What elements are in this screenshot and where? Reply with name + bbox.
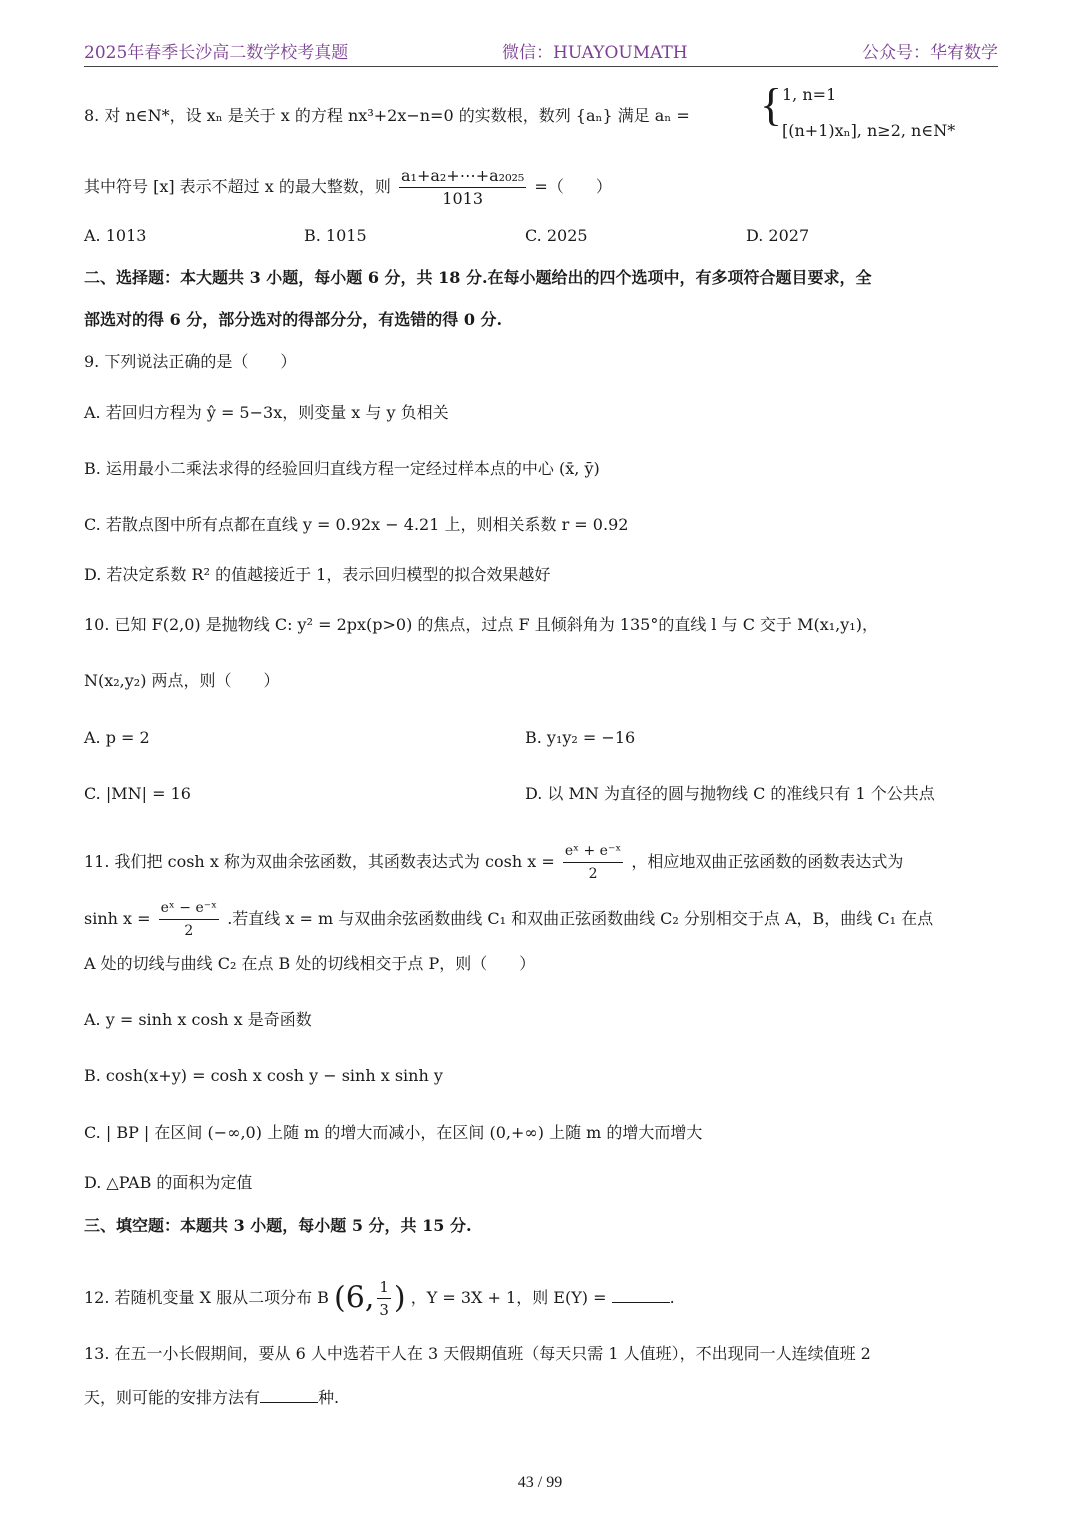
section3-heading: 三、填空题：本题共 3 小题，每小题 5 分，共 15 分. [84, 1216, 472, 1235]
q13-line2: 天，则可能的安排方法有 种. [84, 1388, 340, 1407]
q8-case1: 1, n=1 [782, 85, 837, 104]
q11-option-b: B. cosh(x+y) = cosh x cosh y − sinh x sinh y [84, 1066, 443, 1085]
section2-line1: 二、选择题：本大题共 3 小题，每小题 6 分，共 18 分.在每小题给出的四个选项中，有多项符合题目要求，全 [84, 268, 872, 287]
q11-cosh-num: eˣ + e⁻ˣ [563, 840, 623, 863]
q8-option-b: B. 1015 [304, 226, 367, 245]
q8-brace: { [760, 79, 783, 130]
q8-frac-den: 1013 [442, 189, 483, 208]
q11-option-c: C. | BP | 在区间 (−∞,0) 上随 m 的增大而减小，在区间 (0,+∞) 上随 m 的增大而增大 [84, 1123, 703, 1142]
q12-line: 12. 若随机变量 X 服从二项分布 B (6, $\frac{1}{3}$ ) ，Y = 3X + 1，则 E(Y) = . [84, 1278, 675, 1319]
q8-case2: [(n+1)xₙ], n≥2, n∈N* [782, 121, 956, 140]
q8-fraction [399, 165, 526, 210]
q8-option-a: A. 1013 [84, 226, 147, 245]
header-account: 公众号：华宥数学 [862, 43, 998, 63]
q11-cosh-fraction [563, 840, 623, 885]
section2-line2: 部选对的得 6 分，部分选对的得部分分，有选错的得 0 分. [84, 310, 503, 329]
q10-line2: N(x₂,y₂) 两点，则（ ） [84, 671, 280, 690]
q9-option-c: C. 若散点图中所有点都在直线 y = 0.92x − 4.21 上，则相关系数 r = 0.92 [84, 515, 629, 534]
header-wechat: 微信：HUAYOUMATH [502, 43, 688, 63]
q8-stem: 8. 对 n∈N*，设 xₙ 是关于 x 的方程 nx³+2x−n=0 的实数根，数列 {aₙ} 满足 aₙ = [84, 106, 690, 125]
q12-paren-close: ) [393, 1280, 406, 1316]
q8-option-d: D. 2027 [746, 226, 810, 245]
q13-line1: 13. 在五一小长假期间，要从 6 人中选若干人在 3 天假期值班（每天只需 1 人值班），不出现同一人连续值班 2 [84, 1344, 871, 1363]
q10-option-c: C. |MN| = 16 [84, 784, 191, 803]
q9-option-b: B. 运用最小二乘法求得的经验回归直线方程一定经过样本点的中心 (x̄, ȳ) [84, 459, 600, 478]
q11-option-a: A. y = sinh x cosh x 是奇函数 [84, 1010, 312, 1029]
q12-frac-den: 3 [379, 1301, 389, 1319]
q12-fraction [377, 1276, 391, 1321]
q13-answer-blank[interactable] [260, 1386, 318, 1403]
q12-frac-num: 1 [377, 1276, 391, 1299]
q11-line2: sinh x = $\frac{\text{eˣ − e⁻ˣ}}{2}$ .若直线 x = m 与双曲余弦函数曲线 C₁ 和双曲正弦函数曲线 C₂ 分别相交于点 A，B，曲线 C₁ 在点 [84, 897, 933, 942]
q12-answer-blank[interactable] [612, 1286, 670, 1303]
q9-option-a: A. 若回归方程为 ŷ = 5−3x，则变量 x 与 y 负相关 [84, 403, 449, 422]
q11-option-d: D. △PAB 的面积为定值 [84, 1173, 253, 1192]
page-number: 43 / 99 [517, 1474, 563, 1491]
q10-option-d: D. 以 MN 为直径的圆与抛物线 C 的准线只有 1 个公共点 [525, 784, 935, 803]
q11-sinh-num: eˣ − e⁻ˣ [159, 897, 219, 920]
q11-line1: 11. 我们把 cosh x 称为双曲余弦函数，其函数表达式为 cosh x = $\frac{\text{eˣ + e⁻ˣ}}{2}$ ，相应地双曲正弦函数的函数表达式为 [84, 840, 903, 885]
q11-sinh-den: 2 [184, 923, 194, 939]
q9-stem: 9. 下列说法正确的是（ ） [84, 352, 297, 371]
q8-option-c: C. 2025 [525, 226, 588, 245]
q11-cosh-den: 2 [588, 866, 598, 882]
q10-option-b: B. y₁y₂ = −16 [525, 728, 636, 747]
q10-line1: 10. 已知 F(2,0) 是抛物线 C: y² = 2px(p>0) 的焦点，过点 F 且倾斜角为 135°的直线 l 与 C 交于 M(x₁,y₁)， [84, 615, 878, 634]
q11-line3: A 处的切线与曲线 C₂ 在点 B 处的切线相交于点 P，则（ ） [84, 954, 536, 973]
page-header [84, 36, 998, 67]
q8-line2: 其中符号 [x] 表示不超过 x 的最大整数，则 $\frac{\text{a₁+a₂+⋯+a₂₀₂₅}}{1013}$ =（ ） [84, 166, 612, 208]
q8-frac-num: a₁+a₂+⋯+a₂₀₂₅ [399, 165, 526, 188]
q9-option-d: D. 若决定系数 R² 的值越接近于 1，表示回归模型的拟合效果越好 [84, 565, 551, 584]
q10-option-a: A. p = 2 [84, 728, 150, 747]
q11-sinh-fraction [159, 897, 219, 942]
header-title: 2025年春季长沙高二数学校考真题 [84, 43, 349, 63]
q12-paren-open: (6, [334, 1280, 375, 1316]
